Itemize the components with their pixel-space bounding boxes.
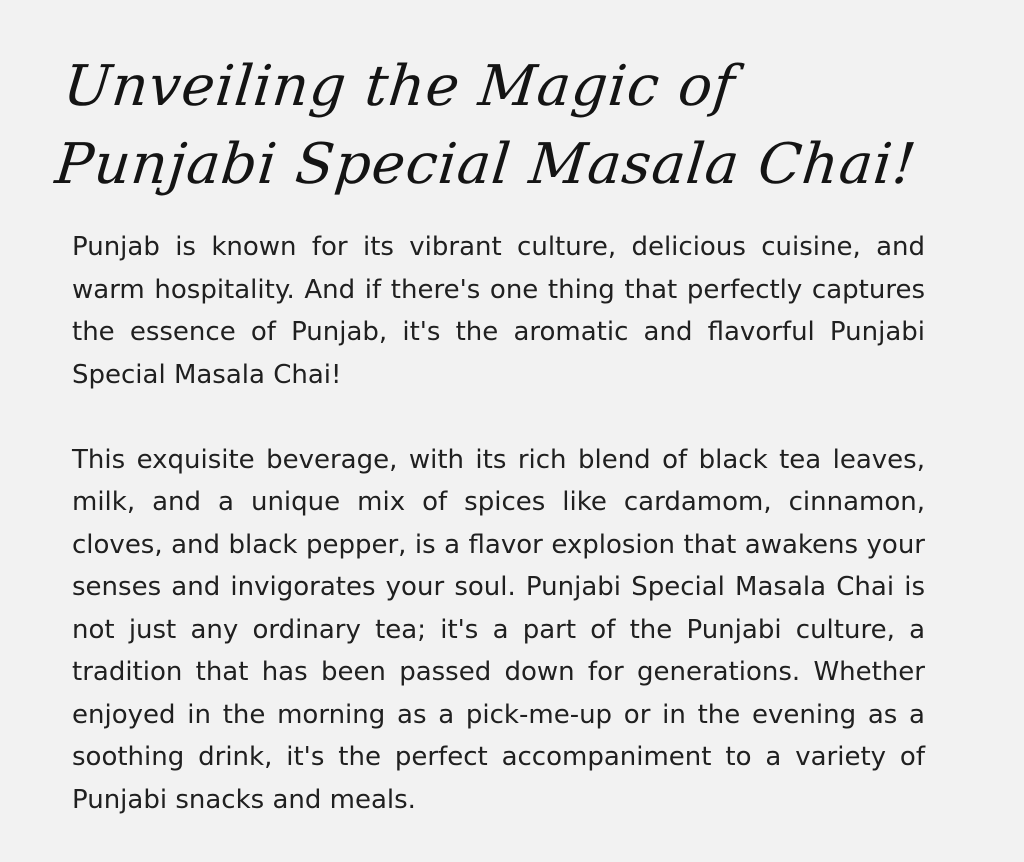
article-paragraph-intro: Punjab is known for its vibrant culture, delicious cuisine, and warm hospitality. And if there's one thing that perfectly captures the essence of Punjab, it's the aromatic and flavorful Punjabi Special Masala Chai! [72, 232, 925, 390]
article-title: Unveiling the Magic of Punjabi Special Masala Chai! [52, 54, 920, 197]
article-body [72, 226, 925, 821]
article-paragraph-description: This exquisite beverage, with its rich blend of black tea leaves, milk, and a unique mix of spices like cardamom, cinnamon, cloves, and black pepper, is a flavor explosion that awakens your senses and invigorates your soul. Punjabi Special Masala Chai is not just any ordinary tea; it's a part of the Punjabi culture, a tradition that has been passed down for generations. Whether enjoyed in the morning as a pick-me-up or in the evening as a soothing drink, it's the perfect accompaniment to a variety of Punjabi snacks and meals. [72, 444, 925, 815]
